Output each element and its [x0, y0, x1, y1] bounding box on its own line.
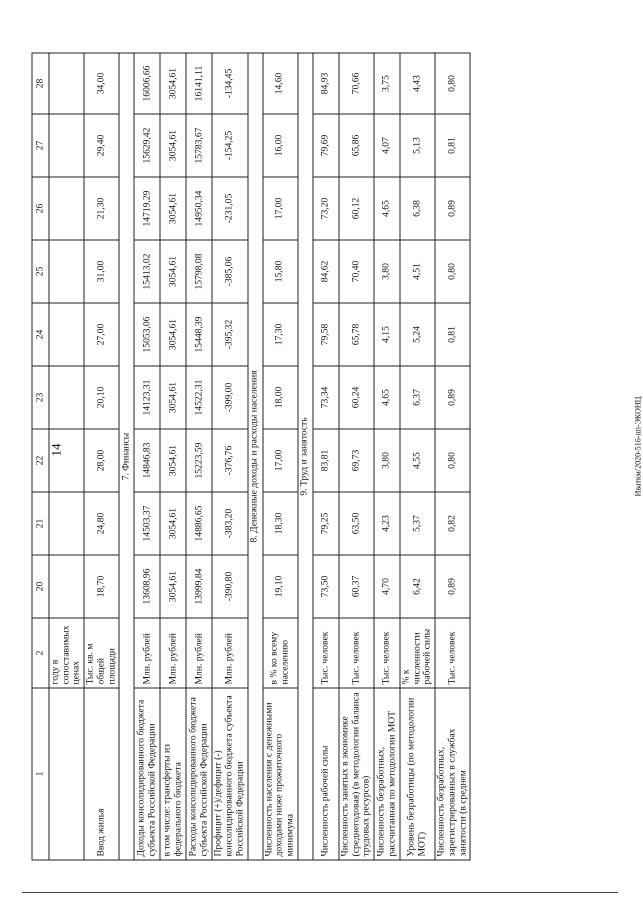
value-cell: 17,00 — [263, 177, 298, 240]
value-cell: 19,10 — [263, 555, 298, 618]
value-cell: 5,37 — [400, 492, 435, 555]
value-cell: 15053,06 — [134, 303, 160, 366]
indicator-name: Численность населения с денежными доходами ниже прожиточного минимума — [263, 688, 298, 860]
value-cell: 0,80 — [435, 429, 470, 492]
indicator-name: Численность безработных, зарегистрированных в службах занятости (в среднем — [435, 688, 470, 860]
value-cell: 73,50 — [313, 555, 339, 618]
value-cell: 73,34 — [313, 366, 339, 429]
value-cell: 70,40 — [339, 240, 374, 303]
value-cell: 0,89 — [435, 555, 470, 618]
indicator-name: Доходы консолидированного бюджета субъекта Российской Федерации — [134, 688, 160, 860]
value-cell: 15413,02 — [134, 240, 160, 303]
column-header: 28 — [32, 53, 49, 114]
value-cell: -395,32 — [212, 303, 247, 366]
value-cell: -231,05 — [212, 177, 247, 240]
value-cell: 6,37 — [400, 366, 435, 429]
unit-cell: Тыс. человек — [435, 618, 470, 688]
value-cell — [49, 366, 84, 429]
value-cell: 16141,11 — [186, 53, 212, 114]
value-cell: 31,00 — [84, 240, 119, 303]
value-cell: 3,80 — [374, 240, 400, 303]
value-cell: 0,80 — [435, 240, 470, 303]
value-cell: -399,00 — [212, 366, 247, 429]
value-cell: -385,06 — [212, 240, 247, 303]
unit-cell: в % ко всему населению — [263, 618, 298, 688]
value-cell: 0,81 — [435, 114, 470, 177]
value-cell: 3,75 — [374, 53, 400, 114]
value-cell: 4,65 — [374, 177, 400, 240]
value-cell — [49, 555, 84, 618]
unit-cell: Млн. рублей — [186, 618, 212, 688]
indicator-name: Профицит (+)/дефицит (-) консолидированного бюджета субъекта Российской Федерации — [212, 688, 247, 860]
value-cell: 84,93 — [313, 53, 339, 114]
value-cell: 15629,42 — [134, 114, 160, 177]
rotated-table-container — [32, 54, 554, 861]
value-cell: 4,65 — [374, 366, 400, 429]
table-row — [160, 53, 186, 860]
unit-cell: Млн. рублей — [212, 618, 247, 688]
table-row — [212, 53, 247, 860]
value-cell: -154,25 — [212, 114, 247, 177]
value-cell: 16,00 — [263, 114, 298, 177]
unit-cell: году в сопоставимых ценах — [49, 618, 84, 688]
value-cell: 65,78 — [339, 303, 374, 366]
value-cell: 18,30 — [263, 492, 298, 555]
value-cell: 3054,61 — [160, 303, 186, 366]
column-header: 23 — [32, 366, 49, 429]
column-header: 20 — [32, 555, 49, 618]
value-cell: 3054,61 — [160, 114, 186, 177]
value-cell: 79,69 — [313, 114, 339, 177]
value-cell — [49, 303, 84, 366]
forecast-table — [32, 53, 471, 861]
value-cell: 4,51 — [400, 240, 435, 303]
value-cell: 5,24 — [400, 303, 435, 366]
value-cell: 4,07 — [374, 114, 400, 177]
section-row — [248, 53, 263, 860]
value-cell: 15798,08 — [186, 240, 212, 303]
value-cell: 0,89 — [435, 366, 470, 429]
value-cell: 3054,61 — [160, 177, 186, 240]
unit-cell: Тыс. человек — [339, 618, 374, 688]
value-cell: 4,15 — [374, 303, 400, 366]
section-row — [298, 53, 313, 860]
table-row — [374, 53, 400, 860]
value-cell: 0,89 — [435, 177, 470, 240]
indicator-name: в том числе: трансферты из федерального бюджета — [160, 688, 186, 860]
table-row — [134, 53, 160, 860]
value-cell: -383,20 — [212, 492, 247, 555]
value-cell: 14123,31 — [134, 366, 160, 429]
value-cell — [49, 177, 84, 240]
value-cell: 14846,83 — [134, 429, 160, 492]
column-header: 21 — [32, 492, 49, 555]
value-cell: 28,00 — [84, 429, 119, 492]
value-cell: 18,70 — [84, 555, 119, 618]
value-cell: 69,73 — [339, 429, 374, 492]
value-cell — [49, 114, 84, 177]
header-row — [32, 53, 49, 860]
value-cell: 3054,61 — [160, 366, 186, 429]
section-title: 7. Финансы — [119, 53, 134, 860]
column-header: 2 — [32, 618, 49, 688]
value-cell: -134,45 — [212, 53, 247, 114]
table-row — [339, 53, 374, 860]
value-cell: -390,80 — [212, 555, 247, 618]
value-cell: 13608,96 — [134, 555, 160, 618]
value-cell: -376,76 — [212, 429, 247, 492]
value-cell: 4,55 — [400, 429, 435, 492]
value-cell: 5,13 — [400, 114, 435, 177]
value-cell: 29,40 — [84, 114, 119, 177]
value-cell: 4,43 — [400, 53, 435, 114]
column-header: 26 — [32, 177, 49, 240]
column-header: 25 — [32, 240, 49, 303]
value-cell: 13999,84 — [186, 555, 212, 618]
section-title: 9. Труд и занятость — [298, 53, 313, 860]
value-cell: 20,10 — [84, 366, 119, 429]
value-cell: 17,00 — [263, 429, 298, 492]
value-cell: 21,30 — [84, 177, 119, 240]
bottom-rule — [22, 892, 618, 893]
value-cell: 83,81 — [313, 429, 339, 492]
table-row — [84, 53, 119, 860]
indicator-name: Численность безработных, рассчитанная по методологии МОТ — [374, 688, 400, 860]
value-cell: 84,62 — [313, 240, 339, 303]
unit-cell: Тыс. человек — [313, 618, 339, 688]
table-row — [313, 53, 339, 860]
value-cell: 15783,67 — [186, 114, 212, 177]
value-cell: 60,37 — [339, 555, 374, 618]
value-cell: 0,81 — [435, 303, 470, 366]
value-cell: 14,60 — [263, 53, 298, 114]
value-cell: 63,50 — [339, 492, 374, 555]
table-row — [400, 53, 435, 860]
value-cell: 14886,65 — [186, 492, 212, 555]
table-row — [435, 53, 470, 860]
value-cell: 70,66 — [339, 53, 374, 114]
value-cell: 4,23 — [374, 492, 400, 555]
value-cell: 14503,37 — [134, 492, 160, 555]
value-cell: 14522,31 — [186, 366, 212, 429]
value-cell: 3054,61 — [160, 555, 186, 618]
column-header: 1 — [32, 688, 49, 860]
value-cell: 6,42 — [400, 555, 435, 618]
section-row — [119, 53, 134, 860]
value-cell: 15448,39 — [186, 303, 212, 366]
unit-cell: % к численности рабочей силы — [400, 618, 435, 688]
section-title: 8. Денежные доходы и расходы населения — [248, 53, 263, 860]
value-cell: 79,58 — [313, 303, 339, 366]
value-cell: 24,80 — [84, 492, 119, 555]
column-header: 24 — [32, 303, 49, 366]
value-cell: 14950,34 — [186, 177, 212, 240]
indicator-name: Расходы консолидированного бюджета субъекта Российской Федерации — [186, 688, 212, 860]
value-cell: 3,80 — [374, 429, 400, 492]
indicator-name: Численность рабочей силы — [313, 688, 339, 860]
value-cell: 3054,61 — [160, 53, 186, 114]
value-cell: 16006,66 — [134, 53, 160, 114]
value-cell — [49, 240, 84, 303]
column-header: 27 — [32, 114, 49, 177]
value-cell — [49, 492, 84, 555]
indicator-name — [49, 688, 84, 860]
value-cell: 73,20 — [313, 177, 339, 240]
indicator-name: Уровень безработицы (по методологии МОТ) — [400, 688, 435, 860]
value-cell: 3054,61 — [160, 429, 186, 492]
value-cell — [49, 53, 84, 114]
value-cell: 34,00 — [84, 53, 119, 114]
value-cell: 79,25 — [313, 492, 339, 555]
indicator-name: Ввод жилья — [84, 688, 119, 860]
value-cell: 0,80 — [435, 53, 470, 114]
value-cell: 14719,29 — [134, 177, 160, 240]
value-cell: 18,00 — [263, 366, 298, 429]
table-row — [186, 53, 212, 860]
unit-cell: Млн. рублей — [134, 618, 160, 688]
value-cell: 3054,61 — [160, 492, 186, 555]
table-row — [49, 53, 84, 860]
unit-cell: Млн. рублей — [160, 618, 186, 688]
value-cell: 15223,59 — [186, 429, 212, 492]
value-cell: 3054,61 — [160, 240, 186, 303]
column-header: 22 — [32, 429, 49, 492]
value-cell: 60,12 — [339, 177, 374, 240]
value-cell: 0,82 — [435, 492, 470, 555]
value-cell — [49, 429, 84, 492]
value-cell: 4,70 — [374, 555, 400, 618]
value-cell: 60,24 — [339, 366, 374, 429]
unit-cell: Тыс. человек — [374, 618, 400, 688]
page-number: 14 — [48, 443, 64, 457]
value-cell: 27,00 — [84, 303, 119, 366]
value-cell: 15,80 — [263, 240, 298, 303]
indicator-name: Численность занятых в экономике (среднегодовая) (в методологии баланса трудовых ресурсов) — [339, 688, 374, 860]
table-row — [263, 53, 298, 860]
value-cell: 65,86 — [339, 114, 374, 177]
unit-cell: Тыс. кв. м общей площади — [84, 618, 119, 688]
value-cell: 6,38 — [400, 177, 435, 240]
value-cell: 17,30 — [263, 303, 298, 366]
document-id: Иваткм/2020-516-пп-ЭКОНЦ — [633, 396, 643, 497]
